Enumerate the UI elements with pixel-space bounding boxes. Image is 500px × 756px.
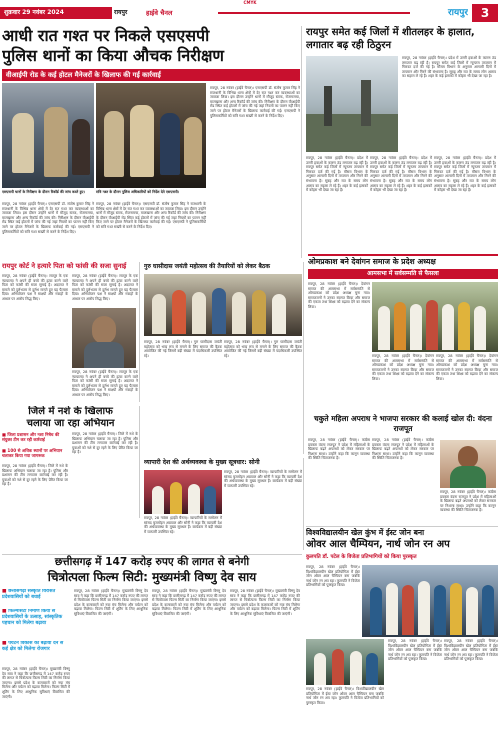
bullet-2 — [2, 448, 68, 462]
body-col-4: रायपुर, 28 नवंबर (हाईवे चैनल)। मुख्यमंत्री विष्णु देव साय ने कहा कि छत्तीसगढ़ में 147 करोड़ रुपए की लागत से चित्रोत्पला फिल्म सिटी का निर्माण किया जाएगा। इससे प्रदेश के कलाकारों को नया मंच मिलेगा और पर्यटन को बढ़ावा मिलेगा। फिल्म सिटी में शूटिंग के लिए आधुनिक सुविधाएं विकसित की जाएंगी। — [230, 589, 300, 616]
body-col-2: रायपुर, 28 नवंबर (हाईवे चैनल)। विश्वविद्यालयीन खेल प्रतियोगिता में ईस्ट जोन ओवर आल चैम्पियन बना जबकि नार्थ जोन रन अप रहा। कुलपति ने विजेता प्रतिभागियों को पुरस्कृत किया। — [306, 687, 384, 705]
body-col-2: रायपुर, 28 नवंबर (हाईवे चैनल)। गुरु घासीदास जयंती महोत्सव को भव्य रूप से मनाने के लिए समाज की बैठक आयोजित की गई जिसमें बड़ी संख्या में पदाधिकारी उपस्थित रहे। — [224, 340, 302, 358]
body-col-4: रायपुर, 28 नवंबर (हाईवे चैनल)। प्रदेश में उत्तरी हवाओं के कारण ठंड लगातार बढ़ रही है। रायपुर समेत कई जिलों में न्यूनतम तापमान में गिरावट दर्ज की गई है। मौसम विभाग के अनुसार आगामी दिनों में तापमान और गिरने की संभावना है। सुबह और रात के समय लोग अलाव का सहारा ले रहे हैं। शहर के कई इलाकों में कोहरा भी देखा जा रहा है। — [434, 156, 496, 193]
body-col-1: रायपुर, 28 नवंबर (हाईवे चैनल)। गुरु घासीदास जयंती महोत्सव को भव्य रूप से मनाने के लिए समाज की बैठक आयोजित की गई जिसमें बड़ी संख्या में पदाधिकारी उपस्थित रहे। — [144, 340, 222, 358]
story-ssp-patrol — [2, 26, 302, 258]
bullet-3 — [2, 641, 70, 665]
headline-2: पुलिस थानों का किया औचक निरीक्षण — [2, 46, 224, 65]
body-col-2: रायपुर, 28 नवंबर (हाईवे चैनल)। मुख्यमंत्री विष्णु देव साय ने कहा कि छत्तीसगढ़ में 147 करोड़ रुपए की लागत से चित्रोत्पला फिल्म सिटी का निर्माण किया जाएगा। इससे प्रदेश के कलाकारों को नया मंच मिलेगा और पर्यटन को बढ़ावा मिलेगा। फिल्म सिटी में शूटिंग के लिए आधुनिक सुविधाएं विकसित की जाएंगी। — [74, 589, 148, 616]
cmyk-logo: CMYK — [243, 0, 257, 5]
headline-2: ओवर आल चैम्पियन, नार्थ जोन रन अप — [306, 539, 450, 550]
body-col-3: रायपुर, 28 नवंबर (हाईवे चैनल)। मुख्यमंत्री विष्णु देव साय ने कहा कि छत्तीसगढ़ में 147 करोड़ रुपए की लागत से चित्रोत्पला फिल्म सिटी का निर्माण किया जाएगा। इससे प्रदेश के कलाकारों को नया मंच मिलेगा और पर्यटन को बढ़ावा मिलेगा। फिल्म सिटी में शूटिंग के लिए आधुनिक सुविधाएं विकसित की जाएंगी। — [152, 589, 226, 616]
bullet-text: पर्यटन विकास को बढ़ावा देने से कई क्षेत्र को मिलेगा रोजगार — [2, 641, 64, 652]
body-col-3: रायपुर, 28 नवंबर (हाईवे चैनल)। रायपुर के एक न्यायालय ने अपने ही बच्चे की हत्या करने वाले पिता को फांसी की सजा सुनाई है। अदालत ने मामले को दुर्लभतम से दुर्लभ मानते हुए यह फैसला दिया। अभियोजन पक्ष ने साक्ष्यों और गवाहों के आधार पर आरोप सिद्ध किए। — [72, 370, 138, 397]
headline: व्यापारी देश की अर्थव्यवस्था के मुख्य सूत्रधार: सोनी — [144, 459, 260, 466]
body-col-2: रायपुर, 28 नवंबर (हाईवे चैनल)। कांग्रेस प्रवक्ता वंदना राजपूत ने प्रदेश में महिलाओं के खिलाफ बढ़ते अपराधों को लेकर सरकार पर निशाना साधा। उन्होंने कहा कि कानून व्यवस्था की स्थिति चिंताजनक है। — [372, 438, 434, 461]
ssp-photo-1 — [2, 83, 94, 188]
subhead: आमसभा में सर्वसम्मति से फैसला — [308, 269, 498, 279]
samaj-photo — [372, 282, 498, 352]
body-col-1: रायपुर, 28 नवंबर (हाईवे चैनल)। विश्वविद्यालयीन खेल प्रतियोगिता में ईस्ट जोन ओवर आल चैम्पियन बना जबकि नार्थ जोन रन अप रहा। कुलपति ने विजेता प्रतिभागियों को पुरस्कृत किया। — [306, 565, 360, 588]
meeting-photo — [144, 274, 302, 336]
bullet-icon: ■ — [2, 641, 9, 646]
bullet-icon: ■ — [2, 448, 8, 453]
bullet-text: जिला प्रशासन और नशा निषेध की संयुक्त टीम कर रही कार्रवाई — [2, 432, 60, 442]
headline-2: चित्रोत्पला फिल्म सिटी: मुख्यमंत्री विष्णु देव साय — [47, 570, 257, 584]
body-col-2: रायपुर, 28 नवंबर (हाईवे चैनल)। प्रदेश में उत्तरी हवाओं के कारण ठंड लगातार बढ़ रही है। रायपुर समेत कई जिलों में न्यूनतम तापमान में गिरावट दर्ज की गई है। मौसम विभाग के अनुसार आगामी दिनों में तापमान और गिरने की संभावना है। सुबह और रात के समय लोग अलाव का सहारा ले रहे हैं। शहर के कई इलाकों में कोहरा भी देखा जा रहा है। — [306, 156, 368, 193]
bullet-1 — [2, 432, 68, 446]
story-traders — [144, 458, 304, 550]
cold-wave-photo — [306, 56, 398, 152]
body-col-4: रायपुर, 28 नवंबर (हाईवे चैनल)। विश्वविद्यालयीन खेल प्रतियोगिता में ईस्ट जोन ओवर आल चैम्पियन बना जबकि नार्थ जोन रन अप रहा। कुलपति ने विजेता प्रतिभागियों को पुरस्कृत किया। — [444, 639, 498, 662]
story-khel-kumbh — [306, 526, 498, 754]
date-bar: शुक्रवार 29 नवंबर 2024 — [0, 7, 112, 19]
page-number: 3 — [472, 4, 498, 22]
body-col-1: रायपुर, 28 नवंबर (हाईवे चैनल)। देवांगन समाज की आमसभा में सर्वसम्मति से ओमप्रकाश को प्रदेश अध्यक्ष चुना गया। समाजजनों ने उनका स्वागत किया और समाज की एकता तथा शिक्षा को बढ़ावा देने का संकल्प लिया। — [308, 282, 370, 309]
body-col-1: रायपुर, 28 नवंबर (हाईवे चैनल)। मुख्यमंत्री विष्णु देव साय ने कहा कि छत्तीसगढ़ में 147 करोड़ रुपए की लागत से चित्रोत्पला फिल्म सिटी का निर्माण किया जाएगा। इससे प्रदेश के कलाकारों को नया मंच मिलेगा और पर्यटन को बढ़ावा मिलेगा। फिल्म सिटी में शूटिंग के लिए आधुनिक सुविधाएं विकसित की जाएंगी। — [2, 667, 70, 699]
body-col-2: रायपुर, 28 नवंबर (हाईवे चैनल)। व्यापारियों के सम्मेलन में सांसद बृजमोहन अग्रवाल और सोनी ने कहा कि व्यापारी देश की अर्थव्यवस्था के मुख्य सूत्रधार हैं। कार्यक्रम में बड़ी संख्या में व्यापारी उपस्थित रहे। — [224, 470, 302, 488]
body-col-3: रायपुर, 28 नवंबर (हाईवे चैनल)। प्रदेश में उत्तरी हवाओं के कारण ठंड लगातार बढ़ रही है। रायपुर समेत कई जिलों में न्यूनतम तापमान में गिरावट दर्ज की गई है। मौसम विभाग के अनुसार आगामी दिनों में तापमान और गिरने की संभावना है। सुबह और रात के समय लोग अलाव का सहारा ले रहे हैं। शहर के कई इलाकों में कोहरा भी देखा जा रहा है। — [370, 156, 432, 193]
story-cold-wave — [306, 26, 498, 252]
ssp-photo-2 — [96, 83, 206, 188]
subhead: वीआईपी रोड के कई होटल मैनेजरों के खिलाफ की गई कार्रवाई — [2, 69, 300, 81]
headline: गुरु घासीदास जयंती महोत्सव की तैयारियों को लेकर बैठक — [144, 263, 270, 270]
caption-1: एसएसपी थानों के निरीक्षण के दौरान रिकॉर्ड की जांच करते हुए। — [2, 190, 85, 194]
body-col-1: रायपुर, 28 नवंबर (हाईवे चैनल)। कांग्रेस प्रवक्ता वंदना राजपूत ने प्रदेश में महिलाओं के खिलाफ बढ़ते अपराधों को लेकर सरकार पर निशाना साधा। उन्होंने कहा कि कानून व्यवस्था की स्थिति चिंताजनक है। — [308, 438, 370, 461]
masthead — [0, 0, 500, 22]
headline-1: विश्वविद्यालयीन खेल कुंभ में ईस्ट जोन बना — [306, 528, 425, 537]
headline-1: जिले में नशे के खिलाफ — [28, 406, 113, 417]
body-col-2: रायपुर, 28 नवंबर (हाईवे चैनल)। एसएसपी डॉ. संतोष कुमार सिंह ने राजधानी के विभिन्न थाना क्षेत्रों में देर रात गश्त कर व्यवस्थाओं का जायजा लिया। इस दौरान उन्होंने थानों में मौजूद स्टाफ, रोजनामचा, मालखाना और अन्य रिकॉर्ड की जांच की। निरीक्षण के दौरान वीआईपी रोड स्थित कई होटलों में जांच की गई जहां नियमों का पालन नहीं किए जाने पर होटल मैनेजरों के खिलाफ कार्रवाई की गई। एसएसपी ने पुलिसकर्मियों को रात्रि गश्त सख्ती से करने के निर्देश दिए। — [96, 202, 206, 229]
section-label: रायपुर — [447, 8, 468, 18]
vandana-photo — [440, 440, 496, 488]
khel-photo-2 — [306, 639, 384, 685]
bullet-text: छत्तीसगढ़ी संस्कृति विरासत प्रदेशवासियों को बधाई — [2, 589, 56, 600]
story-film-city — [2, 554, 302, 754]
story-court-verdict — [2, 262, 140, 402]
body-col-2: रायपुर, 28 नवंबर (हाईवे चैनल)। रायपुर के एक न्यायालय ने अपने ही बच्चे की हत्या करने वाले पिता को फांसी की सजा सुनाई है। अदालत ने मामले को दुर्लभतम से दुर्लभ मानते हुए यह फैसला दिया। अभियोजन पक्ष ने साक्ष्यों और गवाहों के आधार पर आरोप सिद्ध किए। — [72, 274, 138, 301]
headline-2: चलाया जा रहा अभियान — [26, 418, 115, 429]
headline-1: आधी रात गश्त पर निकले एसएसपी — [2, 26, 210, 45]
story-guru-ghasidas — [144, 262, 304, 454]
traders-photo — [144, 470, 222, 514]
city-name: रायपुर — [114, 9, 128, 16]
bullet-text: 100 से अधिक स्थानों पर अभियान चलाकर किया गया जागरूक — [2, 448, 63, 458]
body-col-1: रायपुर, 28 नवंबर (हाईवे चैनल)। व्यापारियों के सम्मेलन में सांसद बृजमोहन अग्रवाल और सोनी ने कहा कि व्यापारी देश की अर्थव्यवस्था के मुख्य सूत्रधार हैं। कार्यक्रम में बड़ी संख्या में व्यापारी उपस्थित रहे। — [144, 516, 222, 534]
body-col-1: रायपुर, 28 नवंबर (हाईवे चैनल)। प्रदेश में उत्तरी हवाओं के कारण ठंड लगातार बढ़ रही है। रायपुर समेत कई जिलों में न्यूनतम तापमान में गिरावट दर्ज की गई है। मौसम विभाग के अनुसार आगामी दिनों में तापमान और गिरने की संभावना है। सुबह और रात के समय लोग अलाव का सहारा ले रहे हैं। शहर के कई इलाकों में कोहरा भी देखा जा रहा है। — [402, 56, 496, 79]
bullet-1 — [2, 589, 70, 607]
body-col-1: रायपुर, 28 नवंबर (हाईवे चैनल)। एसएसपी डॉ. संतोष कुमार सिंह ने राजधानी के विभिन्न थाना क्षेत्रों में देर रात गश्त कर व्यवस्थाओं का जायजा लिया। इस दौरान उन्होंने थानों में मौजूद स्टाफ, रोजनामचा, मालखाना और अन्य रिकॉर्ड की जांच की। निरीक्षण के दौरान वीआईपी रोड स्थित कई होटलों में जांच की गई जहां नियमों का पालन नहीं किए जाने पर होटल मैनेजरों के खिलाफ कार्रवाई की गई। एसएसपी ने पुलिसकर्मियों को रात्रि गश्त सख्ती से करने के निर्देश दिए। — [2, 202, 94, 234]
bullet-icon: ■ — [2, 432, 8, 437]
body-col-2: रायपुर, 28 नवंबर (हाईवे चैनल)। जिले में नशे के खिलाफ अभियान चलाया जा रहा है। पुलिस और प्रशासन की टीम लगातार कार्रवाई कर रही है। युवाओं को नशे से दूर रहने के लिए प्रेरित किया जा रहा है। — [72, 432, 138, 455]
body-col-2: रायपुर, 28 नवंबर (हाईवे चैनल)। देवांगन समाज की आमसभा में सर्वसम्मति से ओमप्रकाश को प्रदेश अध्यक्ष चुना गया। समाजजनों ने उनका स्वागत किया और समाज की एकता तथा शिक्षा को बढ़ावा देने का संकल्प लिया। — [372, 354, 434, 381]
body-col-3: रायपुर, 28 नवंबर (हाईवे चैनल)। कांग्रेस प्रवक्ता वंदना राजपूत ने प्रदेश में महिलाओं के खिलाफ बढ़ते अपराधों को लेकर सरकार पर निशाना साधा। उन्होंने कहा कि कानून व्यवस्था की स्थिति चिंताजनक है। — [440, 490, 496, 513]
headline: चकुते महिला अपराध ने भाजपा सरकार की कलाई खोल दी: वंदना राजपूत — [314, 414, 492, 433]
khel-photo-1 — [362, 565, 498, 637]
subhead: कुलपति डॉ. पटेल के विजेता प्रतिभागियों को किया पुरस्कृत — [306, 554, 417, 560]
headline: ओमप्रकाश बने देवांगन समाज के प्रदेश अध्यक्ष — [308, 254, 498, 267]
caption-2: रात्रि गश्त के दौरान पुलिस अधिकारियों को निर्देश देते एसएसपी। — [96, 190, 180, 194]
body-col-3: रायपुर, 28 नवंबर (हाईवे चैनल)। विश्वविद्यालयीन खेल प्रतियोगिता में ईस्ट जोन ओवर आल चैम्पियन बना जबकि नार्थ जोन रन अप रहा। कुलपति ने विजेता प्रतिभागियों को पुरस्कृत किया। — [388, 639, 442, 662]
masthead-rule — [218, 12, 410, 14]
bullet-2 — [2, 609, 70, 639]
bullet-icon: ■ — [2, 589, 9, 594]
headline: रायपुर कोर्ट ने हत्यारे पिता को फांसी की सजा सुनाई — [2, 262, 127, 270]
body-col-3: रायपुर, 28 नवंबर (हाईवे चैनल)। देवांगन समाज की आमसभा में सर्वसम्मति से ओमप्रकाश को प्रदेश अध्यक्ष चुना गया। समाजजनों ने उनका स्वागत किया और समाज की एकता तथा शिक्षा को बढ़ावा देने का संकल्प लिया। — [436, 354, 498, 381]
headline: रायपुर समेत कई जिलों में शीतलहर के हालात, लगातार बढ़ रही ठिठुरन — [306, 26, 498, 53]
body-col-1: रायपुर, 28 नवंबर (हाईवे चैनल)। जिले में नशे के खिलाफ अभियान चलाया जा रहा है। पुलिस और प्रशासन की टीम लगातार कार्रवाई कर रही है। युवाओं को नशे से दूर रहने के लिए प्रेरित किया जा रहा है। — [2, 464, 68, 487]
story-vandana-rajput — [308, 414, 498, 522]
bullet-icon: ■ — [2, 609, 9, 614]
bullet-text: फिल्मसिटी निर्माण किया से प्रदेशवासियों के उत्साह, सांस्कृतिक पहचान को मिलेगा बढ़ावा — [2, 609, 63, 626]
headline-1: छत्तीसगढ़ में 147 करोड़ रुपए की लागत से बनेगी — [54, 556, 250, 568]
story-anti-drug — [2, 406, 140, 518]
story-devangan-samaj — [308, 254, 498, 412]
body-col-3: रायपुर, 28 नवंबर (हाईवे चैनल)। एसएसपी डॉ. संतोष कुमार सिंह ने राजधानी के विभिन्न थाना क्षेत्रों में देर रात गश्त कर व्यवस्थाओं का जायजा लिया। इस दौरान उन्होंने थानों में मौजूद स्टाफ, रोजनामचा, मालखाना और अन्य रिकॉर्ड की जांच की। निरीक्षण के दौरान वीआईपी रोड स्थित कई होटलों में जांच की गई जहां नियमों का पालन नहीं किए जाने पर होटल मैनेजरों के खिलाफ कार्रवाई की गई। एसएसपी ने पुलिसकर्मियों को रात्रि गश्त सख्ती से करने के निर्देश दिए। — [210, 86, 300, 118]
body-col-1: रायपुर, 28 नवंबर (हाईवे चैनल)। रायपुर के एक न्यायालय ने अपने ही बच्चे की हत्या करने वाले पिता को फांसी की सजा सुनाई है। अदालत ने मामले को दुर्लभतम से दुर्लभ मानते हुए यह फैसला दिया। अभियोजन पक्ष ने साक्ष्यों और गवाहों के आधार पर आरोप सिद्ध किए। — [2, 274, 68, 301]
accused-photo — [72, 308, 136, 368]
brand-name: हाईवे चैनल — [146, 9, 173, 17]
